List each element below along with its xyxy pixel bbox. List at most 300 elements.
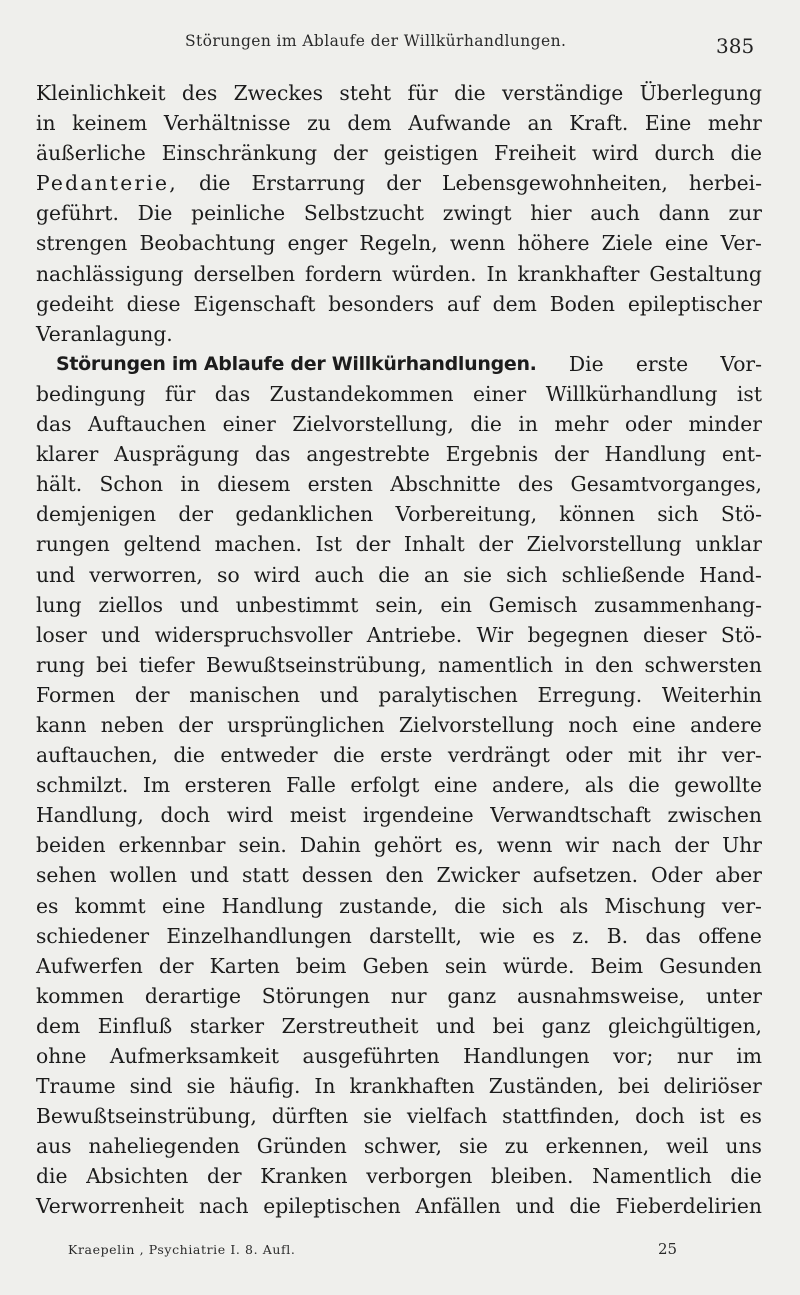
- word: der: [158, 953, 194, 978]
- word: klarer: [36, 442, 99, 467]
- word: Erstarrung: [251, 171, 366, 196]
- word: häufig.: [229, 1074, 301, 1099]
- word: Störungen: [261, 983, 370, 1008]
- word: verborgen: [366, 1164, 473, 1189]
- word: das: [214, 381, 251, 406]
- word: eine: [664, 231, 709, 256]
- word: naheliegenden: [88, 1134, 240, 1159]
- word: verworren,: [89, 562, 203, 587]
- word: geistigen: [383, 141, 479, 166]
- word: das: [645, 923, 681, 948]
- word: rungen: [36, 532, 110, 557]
- word: machen.: [214, 532, 302, 557]
- word: entweder: [220, 743, 318, 768]
- word: Aufwande: [408, 111, 511, 136]
- word: aufsetzen.: [532, 863, 639, 888]
- word: Gestaltung: [649, 261, 762, 286]
- word: Erregung.: [537, 682, 643, 707]
- word: durch: [654, 141, 715, 166]
- word: schließende: [561, 562, 686, 587]
- word: strengen: [36, 231, 128, 256]
- word: Lebensgewohnheiten,: [442, 171, 668, 196]
- word: Anfällen: [415, 1194, 501, 1219]
- text-line: [36, 469, 762, 499]
- word: epileptischen: [263, 1194, 401, 1219]
- word: und: [36, 562, 76, 587]
- text-line: [36, 770, 762, 800]
- word: minder: [688, 412, 762, 437]
- word: die: [628, 773, 660, 798]
- word: dessen: [301, 863, 373, 888]
- text-line: [36, 921, 762, 951]
- word: sein: [444, 953, 487, 978]
- word: für: [407, 81, 438, 105]
- word: erkennen,: [545, 1134, 650, 1159]
- word: Verwandtschaft: [490, 803, 651, 828]
- word: Namentlich: [592, 1164, 712, 1189]
- word: irgendeine: [362, 803, 474, 828]
- text-line: [36, 349, 762, 379]
- word: weil: [666, 1134, 709, 1159]
- word: Weiterhin: [661, 682, 762, 707]
- word: besonders: [328, 291, 435, 316]
- text-line: [36, 289, 762, 319]
- word: und: [515, 1194, 555, 1219]
- word: epileptischer: [627, 291, 762, 316]
- word: Boden: [549, 291, 615, 316]
- word: Veranlagung.: [36, 321, 173, 346]
- word: einer: [473, 381, 527, 406]
- word: peinliche: [191, 201, 286, 226]
- word: geführt.: [36, 201, 119, 226]
- word: die: [198, 171, 231, 196]
- word: zu: [504, 1134, 529, 1159]
- word: der: [478, 532, 514, 557]
- word: Zerstreutheit: [281, 1013, 419, 1038]
- word: Zweckes: [233, 81, 324, 105]
- word: z.: [572, 923, 590, 948]
- word: erfolgt: [350, 773, 420, 798]
- word: bei: [96, 652, 128, 677]
- word: sein,: [375, 592, 424, 617]
- word: In: [314, 1074, 336, 1099]
- word: Bewußtseinstrübung,: [205, 652, 427, 677]
- word: verständige: [501, 81, 624, 105]
- word: Handlung,: [36, 803, 144, 828]
- text-line: [36, 740, 762, 770]
- text-line: [36, 499, 762, 529]
- word: Gründen: [256, 1134, 347, 1159]
- word: die: [333, 743, 365, 768]
- word: die: [454, 893, 486, 918]
- word: ihr: [677, 743, 707, 768]
- word: Karten: [209, 953, 280, 978]
- word: Ergebnis: [445, 442, 539, 467]
- word: beiden: [36, 833, 106, 858]
- word: kommen: [36, 983, 125, 1008]
- word: dann: [658, 201, 710, 226]
- word: Traume: [36, 1074, 116, 1099]
- word: diese: [126, 291, 181, 316]
- word: würde.: [502, 953, 575, 978]
- word: deliriöser: [663, 1074, 762, 1099]
- word: In: [486, 261, 508, 286]
- word: Einzelhandlungen: [166, 923, 352, 948]
- word: und: [189, 863, 230, 888]
- word: B.: [606, 923, 629, 948]
- word: nur: [676, 1044, 713, 1068]
- word: ist: [736, 381, 762, 406]
- word: manischen: [189, 682, 300, 707]
- word: auf: [447, 291, 480, 316]
- word: den: [595, 652, 634, 677]
- word: den: [385, 863, 424, 888]
- word: der: [355, 532, 391, 557]
- word: fordern: [304, 261, 383, 286]
- text-line: [36, 951, 762, 981]
- word: die: [173, 743, 205, 768]
- word: an: [423, 562, 449, 587]
- word: zur: [728, 201, 762, 226]
- text-line: [36, 620, 762, 650]
- word: ent-: [721, 442, 762, 467]
- word: bei: [618, 1074, 650, 1099]
- word: des: [181, 81, 218, 105]
- word: bedingung: [36, 381, 146, 406]
- word: der: [554, 442, 589, 467]
- word: Zuständen,: [488, 1074, 605, 1099]
- word: derselben: [193, 261, 296, 286]
- word: die: [378, 562, 410, 587]
- word: Schon: [99, 472, 164, 497]
- word: Eigenschaft: [193, 291, 316, 316]
- word: Pedanterie,: [36, 171, 178, 196]
- word: äußerliche: [36, 141, 146, 166]
- word: ohne: [36, 1044, 87, 1068]
- word: Mischung: [604, 893, 706, 918]
- body-text: [36, 78, 762, 1222]
- word: enger: [287, 231, 348, 256]
- word: Einfluß: [97, 1013, 173, 1038]
- word: sich: [657, 502, 699, 527]
- text-line: [36, 198, 762, 228]
- text-line: [36, 1191, 762, 1221]
- text-line: [36, 379, 762, 409]
- word: schwersten: [644, 652, 762, 677]
- word: Fieberdelirien: [615, 1194, 762, 1219]
- word: wird: [226, 803, 274, 828]
- word: ersten: [307, 472, 373, 497]
- word: ausgeführten: [302, 1044, 440, 1068]
- word: Ver-: [720, 231, 762, 256]
- text-line: [36, 680, 762, 710]
- word: bei: [492, 1013, 525, 1038]
- word: zu: [307, 111, 331, 136]
- word: hier: [530, 201, 572, 226]
- word: ver-: [721, 743, 762, 768]
- word: Ist: [315, 532, 343, 557]
- word: sich: [506, 562, 548, 587]
- word: wird: [592, 141, 639, 166]
- word: vielfach: [406, 1104, 488, 1129]
- word: Willkürhandlung: [545, 381, 718, 406]
- text-line: [36, 590, 762, 620]
- word: die: [730, 1164, 762, 1189]
- word: Zielvorstellung,: [292, 412, 454, 437]
- word: ver-: [721, 893, 762, 918]
- word: Regeln,: [359, 231, 438, 256]
- word: Einschränkung: [161, 141, 318, 166]
- word: es,: [454, 833, 484, 858]
- word: gedanklichen: [235, 502, 374, 527]
- word: noch: [568, 712, 618, 737]
- word: eine: [433, 773, 478, 798]
- word: sie: [458, 1134, 488, 1159]
- word: für: [165, 381, 196, 406]
- word: die: [730, 141, 762, 166]
- text-line: [36, 1101, 762, 1131]
- word: können: [559, 502, 635, 527]
- word: steht: [339, 81, 392, 105]
- word: Zielvorstellung: [526, 532, 682, 557]
- word: sind: [129, 1074, 173, 1099]
- word: ganz: [541, 1013, 591, 1038]
- word: angestrebte: [306, 442, 430, 467]
- text-line: [36, 650, 762, 680]
- text-line: [36, 319, 762, 349]
- word: Inhalt: [403, 532, 465, 557]
- word: paralytischen: [378, 682, 518, 707]
- word: Ausprägung: [114, 442, 240, 467]
- word: Gesamtvorganges,: [570, 472, 762, 497]
- word: unter: [706, 983, 762, 1008]
- word: zwingt: [442, 201, 512, 226]
- text-line: [36, 1011, 762, 1041]
- word: der: [178, 502, 214, 527]
- word: Zustandekommen: [269, 381, 454, 406]
- page-footer: [0, 1240, 800, 1264]
- word: beim: [295, 953, 347, 978]
- word: mehr: [707, 111, 762, 136]
- word: die: [36, 1164, 68, 1189]
- text-line: [36, 560, 762, 590]
- word: Selbstzucht: [303, 201, 425, 226]
- word: oder: [565, 743, 613, 768]
- word: Handlung: [221, 893, 323, 918]
- word: wie: [479, 923, 516, 948]
- word: erste: [635, 351, 689, 376]
- word: einer: [222, 412, 276, 437]
- word: in: [36, 111, 56, 136]
- word: krankhaften: [349, 1074, 475, 1099]
- word: in: [180, 472, 200, 497]
- word: schwer,: [363, 1134, 442, 1159]
- word: begegnen: [527, 622, 629, 647]
- word: Vor-: [720, 351, 762, 376]
- word: in: [518, 412, 538, 437]
- word: Dahin: [299, 833, 361, 858]
- running-head: [0, 30, 800, 60]
- word: es: [739, 1104, 762, 1129]
- text-line: [36, 1131, 762, 1161]
- word: Antriebe.: [366, 622, 463, 647]
- word: würden.: [392, 261, 477, 286]
- text-line: [36, 78, 762, 108]
- word: aus: [36, 1134, 72, 1159]
- word: doch: [160, 803, 211, 828]
- page-number: 385: [716, 34, 755, 58]
- word: Im: [142, 773, 171, 798]
- word: der: [333, 141, 368, 166]
- word: in: [564, 652, 584, 677]
- word: im: [736, 1044, 762, 1068]
- word: ausnahmsweise,: [517, 983, 686, 1008]
- word: ist: [699, 1104, 725, 1129]
- text-line: [36, 259, 762, 289]
- word: starker: [189, 1013, 265, 1038]
- word: das: [254, 442, 291, 467]
- word: unbestimmt: [235, 592, 359, 617]
- word: gewollte: [674, 773, 762, 798]
- text-line: [36, 1071, 762, 1101]
- word: nach: [611, 833, 662, 858]
- word: sie: [363, 1104, 392, 1129]
- word: geltend: [123, 532, 202, 557]
- text-line: [36, 860, 762, 890]
- word: Kraft.: [569, 111, 629, 136]
- word: Die: [568, 351, 604, 376]
- word: schiedener: [36, 923, 150, 948]
- word: doch: [635, 1104, 685, 1129]
- word: kommt: [74, 893, 146, 918]
- text-line: [36, 228, 762, 258]
- running-title: Störungen im Ablaufe der Willkürhandlungen.: [185, 32, 567, 50]
- word: aber: [715, 863, 762, 888]
- word: dem: [492, 291, 537, 316]
- word: hält.: [36, 472, 83, 497]
- word: unklar: [695, 532, 762, 557]
- word: schmilzt.: [36, 773, 129, 798]
- word: zwischen: [667, 803, 762, 828]
- word: ersteren: [184, 773, 272, 798]
- word: wir: [565, 833, 599, 858]
- word: ziellos: [98, 592, 164, 617]
- word: ursprünglichen: [227, 712, 385, 737]
- word: meist: [289, 803, 347, 828]
- word: Handlungen: [463, 1044, 590, 1068]
- word: Die: [137, 201, 173, 226]
- word: Aufwerfen: [36, 953, 143, 978]
- word: rung: [36, 652, 85, 677]
- word: so: [217, 562, 240, 587]
- word: ein: [440, 592, 472, 617]
- word: andere,: [491, 773, 571, 798]
- word: Stö-: [720, 502, 762, 527]
- word: sie: [463, 562, 493, 587]
- word: erkennbar: [118, 833, 226, 858]
- word: loser: [36, 622, 87, 647]
- word: höhere: [517, 231, 590, 256]
- word: und: [179, 592, 219, 617]
- word: darstellt,: [369, 923, 463, 948]
- word: und: [101, 622, 141, 647]
- word: uns: [725, 1134, 762, 1159]
- word: wird: [253, 562, 301, 587]
- text-line: [36, 439, 762, 469]
- word: diesem: [217, 472, 291, 497]
- word: Zielvorstellung: [398, 712, 554, 737]
- word: die: [470, 412, 502, 437]
- word: Kleinlichkeit: [36, 81, 166, 105]
- word: auftauchen,: [36, 743, 158, 768]
- word: die: [569, 1194, 601, 1219]
- word: Zwicker: [436, 863, 520, 888]
- word: der: [386, 171, 421, 196]
- word: herbei-: [688, 171, 762, 196]
- word: dürften: [271, 1104, 349, 1129]
- word: gehört: [373, 833, 442, 858]
- word: Aufmerksamkeit: [109, 1044, 279, 1068]
- word: der: [674, 833, 710, 858]
- word: Absichten: [86, 1164, 189, 1189]
- section-heading: Störungen im Ablaufe der Willkürhandlungen.: [56, 352, 537, 375]
- word: Geben: [362, 953, 429, 978]
- text-line: [36, 1161, 762, 1191]
- word: sein.: [238, 833, 287, 858]
- word: der: [206, 1164, 242, 1189]
- word: wollen: [109, 863, 178, 888]
- word: das: [36, 412, 72, 437]
- word: und: [319, 682, 359, 707]
- text-line: [36, 800, 762, 830]
- text-line: [36, 409, 762, 439]
- word: eine: [161, 893, 206, 918]
- word: dem: [36, 1013, 81, 1038]
- word: Handlung: [604, 442, 706, 467]
- word: erste: [380, 743, 433, 768]
- footer-signature: Kraepelin , Psychiatrie I. 8. Aufl.: [68, 1242, 296, 1257]
- word: als: [584, 773, 614, 798]
- word: lung: [36, 592, 82, 617]
- word: zustande,: [339, 893, 439, 918]
- word: Oder: [651, 863, 703, 888]
- word: Eine: [644, 111, 692, 136]
- word: mit: [627, 743, 662, 768]
- word: Ziele: [601, 231, 653, 256]
- word: wenn: [449, 231, 506, 256]
- word: Uhr: [722, 833, 762, 858]
- word: offene: [698, 923, 762, 948]
- word: tiefer: [138, 652, 195, 677]
- word: Verhältnisse: [163, 111, 291, 136]
- text-line: [36, 168, 762, 198]
- word: andere: [690, 712, 762, 737]
- word: eine: [632, 712, 676, 737]
- word: Freiheit: [494, 141, 577, 166]
- word: der: [134, 682, 170, 707]
- text-line: [36, 108, 762, 138]
- word: es: [36, 893, 59, 918]
- word: Vorbereitung,: [395, 502, 538, 527]
- word: Gemisch: [488, 592, 578, 617]
- word: gedeiht: [36, 291, 114, 316]
- word: Falle: [286, 773, 336, 798]
- word: demjenigen: [36, 502, 157, 527]
- word: an: [527, 111, 553, 136]
- text-line: [36, 529, 762, 559]
- word: Auftauchen: [88, 412, 207, 437]
- word: oder: [625, 412, 672, 437]
